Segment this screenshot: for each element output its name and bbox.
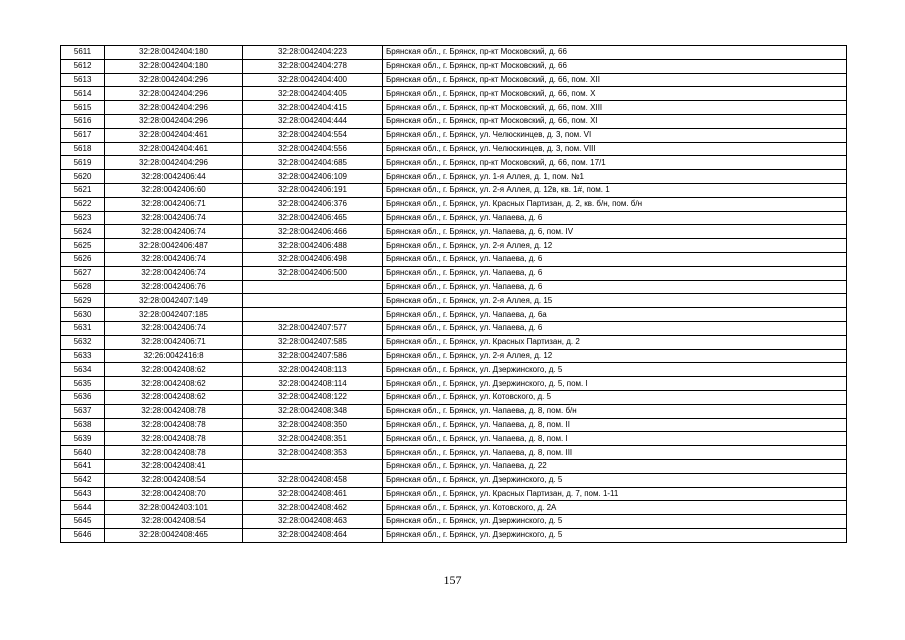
table-body <box>61 46 847 543</box>
row-number-cell: 5614 <box>61 87 105 101</box>
row-number-cell: 5628 <box>61 280 105 294</box>
cadastral-number-cell: 32:28:0042408:353 <box>243 446 383 460</box>
address-cell: Брянская обл., г. Брянск, ул. Чапаева, д. 6 <box>383 321 847 335</box>
row-number-cell: 5621 <box>61 183 105 197</box>
address-cell: Брянская обл., г. Брянск, ул. Чапаева, д. 22 <box>383 459 847 473</box>
address-cell: Брянская обл., г. Брянск, ул. Чапаева, д. 6а <box>383 308 847 322</box>
table-row <box>61 446 847 460</box>
cadastral-number-cell: 32:28:0042404:554 <box>243 128 383 142</box>
table-row <box>61 349 847 363</box>
parent-cadastral-number-cell: 32:26:0042416:8 <box>105 349 243 363</box>
cadastral-number-cell: 32:28:0042404:223 <box>243 46 383 60</box>
address-cell: Брянская обл., г. Брянск, ул. Чапаева, д. 6 <box>383 252 847 266</box>
row-number-cell: 5611 <box>61 46 105 60</box>
parent-cadastral-number-cell: 32:28:0042408:62 <box>105 377 243 391</box>
row-number-cell: 5620 <box>61 170 105 184</box>
address-cell: Брянская обл., г. Брянск, ул. Дзержинского, д. 5 <box>383 363 847 377</box>
cadastral-number-cell: 32:28:0042404:278 <box>243 59 383 73</box>
parent-cadastral-number-cell: 32:28:0042406:74 <box>105 252 243 266</box>
row-number-cell: 5640 <box>61 446 105 460</box>
cadastral-number-cell <box>243 459 383 473</box>
address-cell: Брянская обл., г. Брянск, ул. Дзержинского, д. 5 <box>383 473 847 487</box>
table-row <box>61 377 847 391</box>
address-cell: Брянская обл., г. Брянск, ул. Красных Партизан, д. 7, пом. 1-11 <box>383 487 847 501</box>
address-cell: Брянская обл., г. Брянск, ул. Котовского, д. 5 <box>383 390 847 404</box>
row-number-cell: 5643 <box>61 487 105 501</box>
row-number-cell: 5624 <box>61 225 105 239</box>
parent-cadastral-number-cell: 32:28:0042408:62 <box>105 363 243 377</box>
parent-cadastral-number-cell: 32:28:0042408:62 <box>105 390 243 404</box>
cadastral-number-cell: 32:28:0042408:114 <box>243 377 383 391</box>
parent-cadastral-number-cell: 32:28:0042407:149 <box>105 294 243 308</box>
row-number-cell: 5629 <box>61 294 105 308</box>
cadastral-number-cell: 32:28:0042404:556 <box>243 142 383 156</box>
table-row <box>61 528 847 542</box>
table-row <box>61 308 847 322</box>
address-cell: Брянская обл., г. Брянск, ул. Чапаева, д. 6 <box>383 266 847 280</box>
address-cell: Брянская обл., г. Брянск, пр-кт Московский, д. 66, пом. XI <box>383 114 847 128</box>
row-number-cell: 5637 <box>61 404 105 418</box>
address-cell: Брянская обл., г. Брянск, пр-кт Московский, д. 66, пом. XII <box>383 73 847 87</box>
parent-cadastral-number-cell: 32:28:0042406:71 <box>105 197 243 211</box>
address-cell: Брянская обл., г. Брянск, ул. 1-я Аллея, д. 1, пом. №1 <box>383 170 847 184</box>
cadastral-number-cell: 32:28:0042406:109 <box>243 170 383 184</box>
table-row <box>61 170 847 184</box>
address-cell: Брянская обл., г. Брянск, ул. Чапаева, д. 6 <box>383 280 847 294</box>
row-number-cell: 5641 <box>61 459 105 473</box>
cadastral-number-cell: 32:28:0042408:113 <box>243 363 383 377</box>
cadastral-number-cell: 32:28:0042407:585 <box>243 335 383 349</box>
table-row <box>61 128 847 142</box>
parent-cadastral-number-cell: 32:28:0042404:180 <box>105 59 243 73</box>
cadastral-number-cell: 32:28:0042406:466 <box>243 225 383 239</box>
parent-cadastral-number-cell: 32:28:0042406:487 <box>105 239 243 253</box>
cadastral-number-cell: 32:28:0042408:122 <box>243 390 383 404</box>
cadastral-number-cell: 32:28:0042404:685 <box>243 156 383 170</box>
parent-cadastral-number-cell: 32:28:0042408:78 <box>105 446 243 460</box>
row-number-cell: 5636 <box>61 390 105 404</box>
cadastral-number-cell <box>243 280 383 294</box>
table-row <box>61 418 847 432</box>
address-cell: Брянская обл., г. Брянск, ул. Чапаева, д. 8, пом. I <box>383 432 847 446</box>
row-number-cell: 5634 <box>61 363 105 377</box>
table-row <box>61 59 847 73</box>
parent-cadastral-number-cell: 32:28:0042406:74 <box>105 266 243 280</box>
row-number-cell: 5617 <box>61 128 105 142</box>
address-cell: Брянская обл., г. Брянск, ул. Челюскинцев, д. 3, пом. VI <box>383 128 847 142</box>
parent-cadastral-number-cell: 32:28:0042404:296 <box>105 156 243 170</box>
table-row <box>61 142 847 156</box>
table-row <box>61 432 847 446</box>
table-row <box>61 87 847 101</box>
address-cell: Брянская обл., г. Брянск, пр-кт Московский, д. 66 <box>383 46 847 60</box>
table-row <box>61 501 847 515</box>
cadastral-number-cell: 32:28:0042406:191 <box>243 183 383 197</box>
table-row <box>61 280 847 294</box>
parent-cadastral-number-cell: 32:28:0042406:74 <box>105 321 243 335</box>
address-cell: Брянская обл., г. Брянск, пр-кт Московский, д. 66 <box>383 59 847 73</box>
row-number-cell: 5618 <box>61 142 105 156</box>
row-number-cell: 5646 <box>61 528 105 542</box>
parent-cadastral-number-cell: 32:28:0042406:71 <box>105 335 243 349</box>
table-row <box>61 390 847 404</box>
table-row <box>61 156 847 170</box>
table-row <box>61 363 847 377</box>
row-number-cell: 5635 <box>61 377 105 391</box>
parent-cadastral-number-cell: 32:28:0042403:101 <box>105 501 243 515</box>
cadastral-number-cell: 32:28:0042404:415 <box>243 101 383 115</box>
cadastral-number-cell: 32:28:0042408:461 <box>243 487 383 501</box>
parent-cadastral-number-cell: 32:28:0042406:74 <box>105 225 243 239</box>
parent-cadastral-number-cell: 32:28:0042404:296 <box>105 114 243 128</box>
cadastral-number-cell: 32:28:0042408:350 <box>243 418 383 432</box>
parent-cadastral-number-cell: 32:28:0042408:78 <box>105 404 243 418</box>
row-number-cell: 5645 <box>61 515 105 529</box>
row-number-cell: 5619 <box>61 156 105 170</box>
table-row <box>61 46 847 60</box>
address-cell: Брянская обл., г. Брянск, ул. 2-я Аллея, д. 12в, кв. 1#, пом. 1 <box>383 183 847 197</box>
parent-cadastral-number-cell: 32:28:0042404:461 <box>105 142 243 156</box>
cadastral-number-cell <box>243 308 383 322</box>
table-row <box>61 487 847 501</box>
cadastral-number-cell: 32:28:0042407:586 <box>243 349 383 363</box>
parent-cadastral-number-cell: 32:28:0042408:54 <box>105 515 243 529</box>
parent-cadastral-number-cell: 32:28:0042408:41 <box>105 459 243 473</box>
cadastral-number-cell: 32:28:0042408:351 <box>243 432 383 446</box>
row-number-cell: 5616 <box>61 114 105 128</box>
cadastral-number-cell: 32:28:0042408:463 <box>243 515 383 529</box>
table-row <box>61 404 847 418</box>
address-cell: Брянская обл., г. Брянск, ул. Челюскинцев, д. 3, пом. VIII <box>383 142 847 156</box>
cadastral-number-cell: 32:28:0042406:498 <box>243 252 383 266</box>
parent-cadastral-number-cell: 32:28:0042406:74 <box>105 211 243 225</box>
cadastral-number-cell: 32:28:0042408:462 <box>243 501 383 515</box>
parent-cadastral-number-cell: 32:28:0042406:44 <box>105 170 243 184</box>
row-number-cell: 5625 <box>61 239 105 253</box>
parent-cadastral-number-cell: 32:28:0042407:185 <box>105 308 243 322</box>
row-number-cell: 5632 <box>61 335 105 349</box>
row-number-cell: 5642 <box>61 473 105 487</box>
cadastral-number-cell: 32:28:0042404:400 <box>243 73 383 87</box>
cadastral-number-cell: 32:28:0042406:465 <box>243 211 383 225</box>
table-row <box>61 183 847 197</box>
cadastral-number-cell: 32:28:0042408:458 <box>243 473 383 487</box>
table-row <box>61 294 847 308</box>
table-row <box>61 459 847 473</box>
row-number-cell: 5623 <box>61 211 105 225</box>
address-cell: Брянская обл., г. Брянск, ул. Дзержинского, д. 5 <box>383 515 847 529</box>
table-row <box>61 239 847 253</box>
row-number-cell: 5639 <box>61 432 105 446</box>
address-cell: Брянская обл., г. Брянск, пр-кт Московский, д. 66, пом. X <box>383 87 847 101</box>
address-cell: Брянская обл., г. Брянск, ул. Красных Партизан, д. 2, кв. б/н, пом. б/н <box>383 197 847 211</box>
cadastral-number-cell: 32:28:0042406:500 <box>243 266 383 280</box>
row-number-cell: 5627 <box>61 266 105 280</box>
table-row <box>61 197 847 211</box>
table-row <box>61 335 847 349</box>
cadastral-number-cell: 32:28:0042408:348 <box>243 404 383 418</box>
address-cell: Брянская обл., г. Брянск, пр-кт Московский, д. 66, пом. XIII <box>383 101 847 115</box>
table-row <box>61 73 847 87</box>
table-row <box>61 473 847 487</box>
row-number-cell: 5630 <box>61 308 105 322</box>
table-row <box>61 252 847 266</box>
parent-cadastral-number-cell: 32:28:0042404:296 <box>105 87 243 101</box>
row-number-cell: 5613 <box>61 73 105 87</box>
address-cell: Брянская обл., г. Брянск, ул. Красных Партизан, д. 2 <box>383 335 847 349</box>
parent-cadastral-number-cell: 32:28:0042404:296 <box>105 101 243 115</box>
row-number-cell: 5644 <box>61 501 105 515</box>
row-number-cell: 5622 <box>61 197 105 211</box>
parent-cadastral-number-cell: 32:28:0042408:78 <box>105 418 243 432</box>
parent-cadastral-number-cell: 32:28:0042404:296 <box>105 73 243 87</box>
address-cell: Брянская обл., г. Брянск, ул. 2-я Аллея, д. 12 <box>383 349 847 363</box>
parent-cadastral-number-cell: 32:28:0042406:60 <box>105 183 243 197</box>
row-number-cell: 5633 <box>61 349 105 363</box>
parent-cadastral-number-cell: 32:28:0042404:461 <box>105 128 243 142</box>
cadastral-number-cell: 32:28:0042404:405 <box>243 87 383 101</box>
cadastral-number-cell: 32:28:0042406:488 <box>243 239 383 253</box>
parent-cadastral-number-cell: 32:28:0042404:180 <box>105 46 243 60</box>
table-row <box>61 515 847 529</box>
table-row <box>61 114 847 128</box>
address-cell: Брянская обл., г. Брянск, ул. Дзержинского, д. 5 <box>383 528 847 542</box>
parent-cadastral-number-cell: 32:28:0042406:76 <box>105 280 243 294</box>
row-number-cell: 5638 <box>61 418 105 432</box>
table-row <box>61 225 847 239</box>
row-number-cell: 5615 <box>61 101 105 115</box>
address-cell: Брянская обл., г. Брянск, ул. Чапаева, д. 8, пом. III <box>383 446 847 460</box>
table-row <box>61 266 847 280</box>
page-number: 157 <box>443 573 462 587</box>
address-cell: Брянская обл., г. Брянск, ул. 2-я Аллея, д. 12 <box>383 239 847 253</box>
address-cell: Брянская обл., г. Брянск, ул. Чапаева, д. 8, пом. б/н <box>383 404 847 418</box>
table-row <box>61 211 847 225</box>
address-cell: Брянская обл., г. Брянск, ул. Котовского, д. 2А <box>383 501 847 515</box>
row-number-cell: 5631 <box>61 321 105 335</box>
address-cell: Брянская обл., г. Брянск, пр-кт Московский, д. 66, пом. 17/1 <box>383 156 847 170</box>
row-number-cell: 5626 <box>61 252 105 266</box>
table-row <box>61 321 847 335</box>
cadastral-table <box>60 45 847 543</box>
cadastral-number-cell: 32:28:0042406:376 <box>243 197 383 211</box>
parent-cadastral-number-cell: 32:28:0042408:465 <box>105 528 243 542</box>
cadastral-number-cell: 32:28:0042407:577 <box>243 321 383 335</box>
address-cell: Брянская обл., г. Брянск, ул. Чапаева, д. 6, пом. IV <box>383 225 847 239</box>
table-row <box>61 101 847 115</box>
address-cell: Брянская обл., г. Брянск, ул. Чапаева, д. 8, пом. II <box>383 418 847 432</box>
parent-cadastral-number-cell: 32:28:0042408:54 <box>105 473 243 487</box>
address-cell: Брянская обл., г. Брянск, ул. Дзержинского, д. 5, пом. I <box>383 377 847 391</box>
cadastral-number-cell <box>243 294 383 308</box>
address-cell: Брянская обл., г. Брянск, ул. 2-я Аллея, д. 15 <box>383 294 847 308</box>
parent-cadastral-number-cell: 32:28:0042408:78 <box>105 432 243 446</box>
cadastral-number-cell: 32:28:0042404:444 <box>243 114 383 128</box>
parent-cadastral-number-cell: 32:28:0042408:70 <box>105 487 243 501</box>
cadastral-number-cell: 32:28:0042408:464 <box>243 528 383 542</box>
address-cell: Брянская обл., г. Брянск, ул. Чапаева, д. 6 <box>383 211 847 225</box>
row-number-cell: 5612 <box>61 59 105 73</box>
